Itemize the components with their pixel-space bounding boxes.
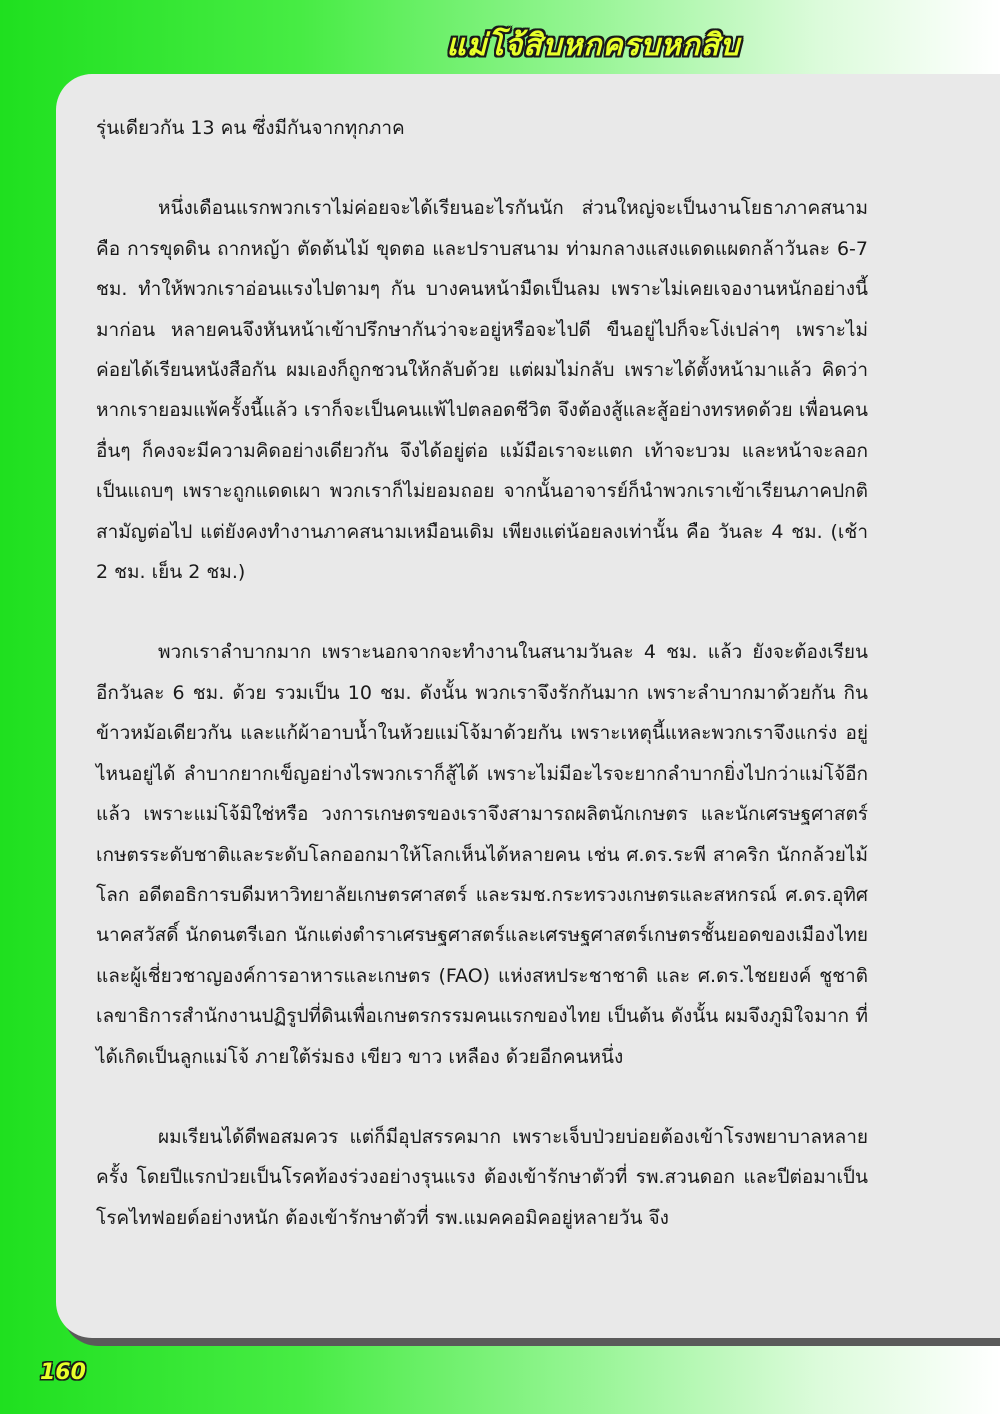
paragraph-2: พวกเราลำบากมาก เพราะนอกจากจะทำงานในสนามวันละ 4 ชม. แล้ว ยังจะต้องเรียนอีกวันละ 6 ชม. ด้วย รวมเป็น 10 ชม. ดังนั้น พวกเราจึงรักกันมาก เพราะลำบากมาด้วยกัน กินข้าวหม้อเดียวกัน และแก้ผ้าอาบน้ำในห้วยแม่โจ้มาด้วยกัน เพราะเหตุนี้แหละพวกเราจึงแกร่ง อยู่ไหนอยู่ได้ ลำบากยากเข็ญอย่างไรพวกเราก็สู้ได้ เพราะไม่มีอะไรจะยากลำบากยิ่งไปกว่าแม่โจ้อีกแล้ว เพราะแม่โจ้มิใช่หรือ วงการเกษตรของเราจึงสามารถผลิตนักเกษตร และนักเศรษฐศาสตร์เกษตรระดับชาติและระดับโลกออกมาให้โลกเห็นได้หลายคน เช่น ศ.ดร.ระพี สาคริก นักกล้วยไม้โลก อดีตอธิการบดีมหาวิทยาลัยเกษตรศาสตร์ และรมช.กระทรวงเกษตรและสหกรณ์ ศ.ดร.อุทิศ นาคสวัสดิ์ นักดนตรีเอก นักแต่งตำราเศรษฐศาสตร์และเศรษฐศาสตร์เกษตรชั้นยอดของเมืองไทย และผู้เชี่ยวชาญองค์การอาหารและเกษตร (FAO) แห่งสหประชาชาติ และ ศ.ดร.ไชยยงค์ ชูชาติ เลขาธิการสำนักงานปฏิรูปที่ดินเพื่อเกษตรกรรมคนแรกของไทย เป็นต้น ดังนั้น ผมจึงภูมิใจมาก ที่ได้เกิดเป็นลูกแม่โจ้ ภายใต้ร่มธง เขียว ขาว เหลือง ด้วยอีกคนหนึ่ง [96, 641, 868, 1068]
chapter-title: แม่โจ้สิบหกครบหกสิบ [446, 28, 740, 63]
paragraph-1: หนึ่งเดือนแรกพวกเราไม่ค่อยจะได้เรียนอะไรกันนัก ส่วนใหญ่จะเป็นงานโยธาภาคสนาม คือ การขุดดิน ถากหญ้า ตัดต้นไม้ ขุดตอ และปราบสนาม ท่ามกลางแสงแดดแผดกล้าวันละ 6-7 ชม. ทำให้พวกเราอ่อนแรงไปตามๆ กัน บางคนหน้ามืดเป็นลม เพราะไม่เคยเจองานหนักอย่างนี้มาก่อน หลายคนจึงหันหน้าเข้าปรึกษากันว่าจะอยู่หรือจะไปดี ขืนอยู่ไปก็จะโง่เปล่าๆ เพราะไม่ค่อยได้เรียนหนังสือกัน ผมเองก็ถูกชวนให้กลับด้วย แต่ผมไม่กลับ เพราะได้ตั้งหน้ามาแล้ว คิดว่าหากเรายอมแพ้ครั้งนี้แล้ว เราก็จะเป็นคนแพ้ไปตลอดชีวิต จึงต้องสู้และสู้อย่างทรหดด้วย เพื่อนคนอื่นๆ ก็คงจะมีความคิดอย่างเดียวกัน จึงได้อยู่ต่อ แม้มือเราจะแตก เท้าจะบวม และหน้าจะลอกเป็นแถบๆ เพราะถูกแดดเผา พวกเราก็ไม่ยอมถอย จากนั้นอาจารย์ก็นำพวกเราเข้าเรียนภาคปกติสามัญต่อไป แต่ยังคงทำงานภาคสนามเหมือนเดิม เพียงแต่น้อยลงเท่านั้น คือ วันละ 4 ชม. (เช้า 2 ชม. เย็น 2 ชม.) [96, 197, 868, 584]
body-text [96, 108, 868, 1238]
continuation-line: รุ่นเดียวกัน 13 คน ซึ่งมีกันจากทุกภาค [96, 117, 405, 139]
paragraph-3: ผมเรียนได้ดีพอสมควร แต่ก็มีอุปสรรคมาก เพราะเจ็บป่วยบ่อยต้องเข้าโรงพยาบาลหลายครั้ง โดยปีแรกป่วยเป็นโรคท้องร่วงอย่างรุนแรง ต้องเข้ารักษาตัวที่ รพ.สวนดอก และปีต่อมาเป็นโรคไทฟอยด์อย่างหนัก ต้องเข้ารักษาตัวที่ รพ.แมคคอมิคอยู่หลายวัน จึง [96, 1125, 868, 1229]
page-number: 160 [40, 1360, 86, 1385]
